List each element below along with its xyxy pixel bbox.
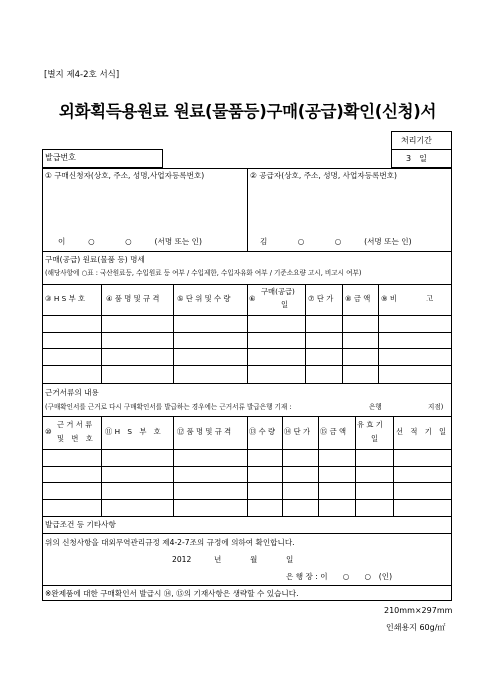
buyer-signature: 이 ○ ○ (서명 또는 인) [58, 237, 202, 246]
line-5 [42, 516, 452, 517]
goods-header-remarks: ⑨ 비 고 [381, 294, 434, 303]
doc-header-name: ⑫ 품 명 및 규 격 [177, 427, 232, 436]
page-title: 외화획득용원료 원료(물품등)구매(공급)확인(신청)서 [58, 102, 437, 121]
issue-number-label: 발급번호 [45, 153, 76, 162]
goods-column-line [247, 284, 248, 383]
doc-row-line [42, 499, 452, 500]
date-month-label: 월 [250, 555, 258, 564]
paper-type: 인쇄용지 60g/㎡ [386, 623, 446, 632]
doc-header-qty: ⑬ 수 량 [249, 427, 276, 436]
buyer-label: ① 구매신청자(상호, 주소, 성명,사업자등록번호) [45, 171, 205, 180]
line-7 [42, 585, 452, 586]
doc-section-note: (구매확인서를 근거로 다시 구매확인서를 발급하는 경우에는 근거서류 발급은행 기재 : [45, 403, 292, 411]
goods-section-note: (해당사항에 ○표 : 국산원료등, 수입원료 등 여부 / 수입제한, 수입자유화 여부 / 기준소요량 고시, 비고시 여부) [45, 269, 362, 277]
doc-row-line [42, 482, 452, 483]
doc-header-valid-1: 유 효 기 [357, 420, 383, 429]
goods-header-price: ⑦ 단 가 [308, 294, 334, 303]
doc-header-valid-2: 일 [371, 434, 379, 443]
doc-row-line [42, 466, 452, 467]
goods-header-name: ④ 품 명 및 규 격 [106, 294, 160, 303]
doc-section-bank: 은행 [369, 403, 382, 411]
line-3 [42, 383, 452, 384]
goods-header-date-2: 일 [281, 300, 289, 309]
goods-section-title: 구매(공급) 원료(물품 등) 명세 [45, 255, 145, 264]
party-divider [247, 168, 248, 251]
goods-column-line [342, 284, 343, 383]
doc-header-hs: ⑪ H S 부 호 [105, 427, 161, 436]
goods-row-line [42, 332, 452, 333]
doc-section-title: 근거서류의 내용 [45, 388, 99, 397]
goods-header-6: ⑥ [249, 294, 256, 303]
date-day-label: 일 [286, 555, 294, 564]
goods-column-line [173, 284, 174, 383]
goods-row-line [42, 315, 452, 316]
footnote: ※완제품에 대한 구매확인서 발급시 ⑭, ⑮의 기재사항은 생략할 수 있습니다. [45, 589, 299, 598]
bank-signature: 은 행 장 : 이 ○ ○ (인) [286, 572, 393, 581]
date-year: 2012 [172, 555, 192, 564]
doc-header-price: ⑭ 단 가 [284, 427, 311, 436]
supplier-label: ② 공급자(상호, 주소, 성명, 사업자등록번호) [250, 171, 397, 180]
doc-header-shipment: 선 적 기 일 [396, 427, 447, 436]
processing-label: 처리기간 [401, 136, 432, 145]
paper-size: 210mm×297mm [384, 606, 453, 615]
supplier-signature: 김 ○ ○ (서명 또는 인) [260, 237, 412, 246]
goods-column-line [305, 284, 306, 383]
processing-value: 3 일 [406, 154, 427, 163]
goods-row-line [42, 348, 452, 349]
goods-header-date-1: 구매(공급) [261, 287, 295, 296]
goods-column-line [378, 284, 379, 383]
date-year-label: 년 [214, 555, 222, 564]
other-terms-label: 발급조건 등 기타사항 [45, 520, 116, 529]
goods-header-quantity: ⑤ 단 위 및 수 량 [177, 294, 231, 303]
goods-column-line [101, 284, 102, 383]
doc-header-docs-2: 및 번 호 [57, 434, 93, 443]
doc-header-10: ⑩ [45, 427, 52, 436]
goods-header-hs: ③ H S 부 호 [45, 294, 86, 303]
doc-section-branch: 지점) [428, 403, 444, 411]
line-1 [42, 251, 452, 252]
doc-row-line [42, 449, 452, 450]
goods-row-line [42, 365, 452, 366]
form-label: [별지 제4-2호 서식] [44, 70, 120, 80]
doc-header-docs-1: 근 거 서 류 [57, 420, 93, 429]
confirm-text: 위의 신청사항을 대외무역관리규정 제4-2-7조의 규정에 의하여 확인합니다. [45, 538, 295, 547]
doc-header-amount: ⑮ 금 액 [320, 427, 347, 436]
goods-header-amount: ⑧ 금 액 [345, 294, 371, 303]
processing-divider [391, 149, 452, 150]
line-6 [42, 533, 452, 534]
